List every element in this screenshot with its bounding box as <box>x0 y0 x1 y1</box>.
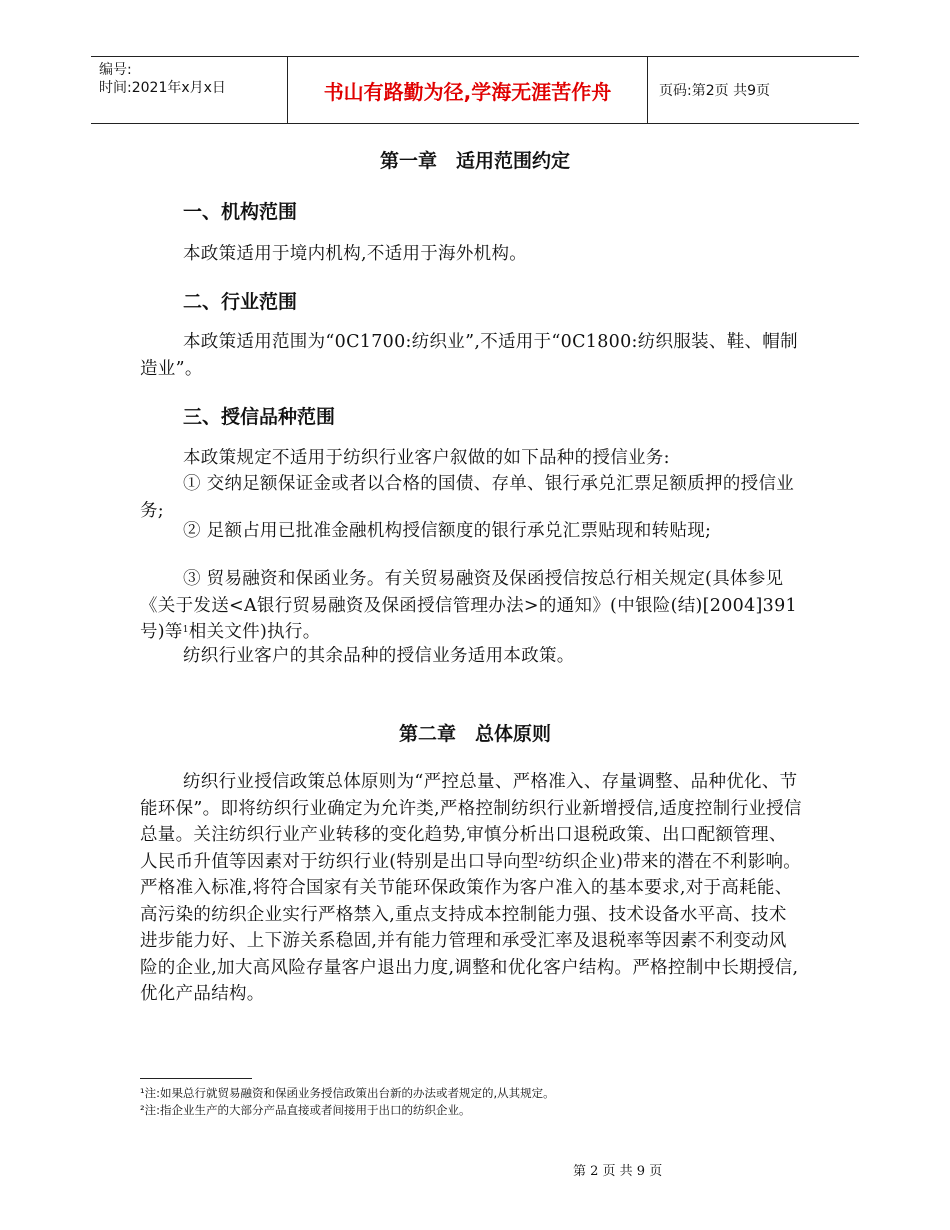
header-page-info: 页码:第2页 共9页 <box>659 83 770 99</box>
section3-heading: 三、授信品种范围 <box>183 406 336 428</box>
footnote-2: ²注:指企业生产的大部分产品直接或者间接用于出口的纺织企业。 <box>140 1103 471 1117</box>
time-label: 时间:2021年x月x日 <box>99 80 226 96</box>
section3-closing: 纺织行业客户的其余品种的授信业务适用本政策。 <box>183 646 575 666</box>
number-label: 编号: <box>99 62 132 78</box>
chapter2-text-a: 纺织行业授信政策总体原则为“严控总量、严格准入、存量调整、品种优化、节能环保”。即将纺织行业确定为允许类,严格控制纺织行业新增授信,适度控制行业授信总量。关注纺织行业产业转移的变化趋势,审慎分析出口退税政策、出口配额管理、人民币升值等因素对于纺织行业(特别是出口导向型 <box>140 772 802 872</box>
page-header <box>91 56 859 124</box>
section3-item2: ② 足额占用已批准金融机构授信额度的银行承兑汇票贴现和转贴现; <box>183 521 712 541</box>
footnote-divider <box>140 1078 252 1079</box>
item3-text-b: 相关文件)执行。 <box>188 622 321 642</box>
header-slogan: 书山有路勤为径,学海无涯苦作舟 <box>288 57 648 123</box>
section3-item1: ① 交纳足额保证金或者以合格的国债、存单、银行承兑汇票足额质押的授信业务; <box>140 474 795 521</box>
chapter1-title: 第一章 适用范围约定 <box>379 150 570 172</box>
footnote-ref-1: 1 <box>182 625 189 635</box>
footnote-ref-2: 2 <box>538 854 545 865</box>
section3-item3 <box>140 566 804 646</box>
chapter2-text-b: 纺织企业)带来的潜在不利影响。严格准入标准,将符合国家有关节能环保政策作为客户准入的基本要求,对于高耗能、高污染的纺织企业实行严格禁入,重点支持成本控制能力强、技术设备水平高、技术进步能力好、上下游关系稳固,并有能力管理和承受汇率及退税率等因素不利变动风险的企业,加大高风险存量客户退出力度,调整和优化客户结构。严格控制中长期授信,优化产品结构。 <box>140 851 802 1004</box>
chapter2-paragraph <box>140 769 804 1008</box>
item3-text-a: ③ 贸易融资和保函业务。有关贸易融资及保函授信按总行相关规定(具体参见《关于发送<A银行贸易融资及保函授信管理办法>的通知》(中银险(结)[2004]391号)等 <box>140 569 797 642</box>
section1-heading: 一、机构范围 <box>183 201 298 223</box>
section3-intro: 本政策规定不适用于纺织行业客户叙做的如下品种的授信业务: <box>183 448 670 468</box>
page-footer: 第 2 页 共 9 页 <box>573 1164 663 1179</box>
section2-text: 本政策适用范围为“0C1700:纺织业”,不适用于“0C1800:纺织服装、鞋、帽制造业”。 <box>140 332 798 379</box>
section2-heading: 二、行业范围 <box>183 291 298 313</box>
header-info-cell <box>91 57 288 123</box>
footnote-1: ¹注:如果总行就贸易融资和保函业务授信政策出台新的办法或者规定的,从其规定。 <box>140 1086 555 1100</box>
section1-text: 本政策适用于境内机构,不适用于海外机构。 <box>183 244 528 264</box>
chapter2-title: 第二章 总体原则 <box>398 723 551 745</box>
